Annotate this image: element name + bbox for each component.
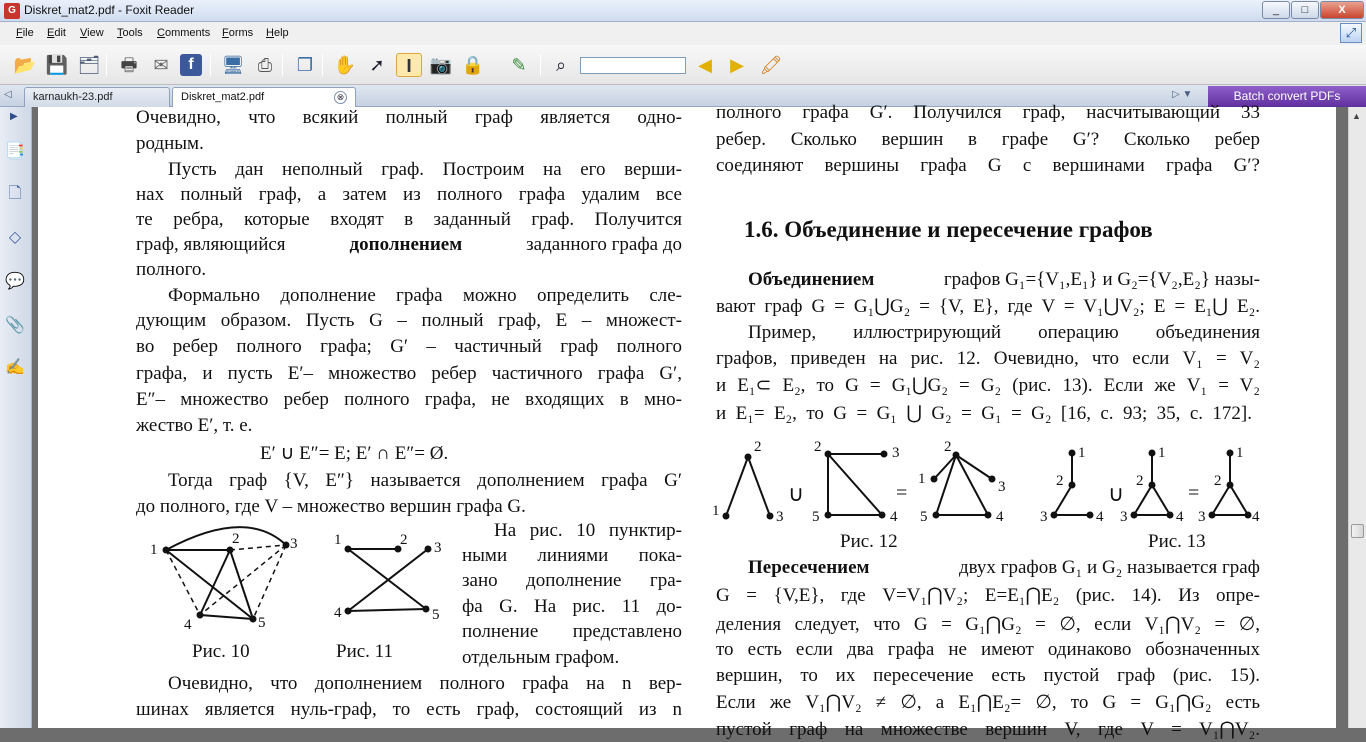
tab-scroll-left-icon[interactable]: ◁ bbox=[4, 89, 12, 100]
scroll-up-icon[interactable]: ▲ bbox=[1352, 111, 1361, 121]
svg-text:3: 3 bbox=[434, 540, 442, 556]
text-line: жество E′, т. е. bbox=[136, 415, 253, 436]
foxit-app-icon: G bbox=[4, 3, 20, 19]
svg-text:2: 2 bbox=[400, 532, 408, 548]
text-line: и E₁= E₂, то G = G₁ ⋃ G₂ = G₁ = G₂ [16, с. 93; 35, с. 172]. bbox=[716, 403, 1252, 424]
menu-forms[interactable]: Forms bbox=[222, 27, 254, 39]
copy-icon[interactable]: ❐ bbox=[296, 55, 314, 75]
text-line: отдельным графом. bbox=[462, 647, 620, 668]
text-line: Очевидно, что всякий полный граф является одно- bbox=[136, 107, 682, 128]
expand-icon[interactable]: ⤢ bbox=[1340, 23, 1362, 43]
text-line: то есть если два графа не имеют одинаково обозначенных bbox=[716, 639, 1260, 660]
save-icon[interactable]: 💾 bbox=[45, 55, 69, 75]
bold-term: Пересечением bbox=[748, 557, 870, 578]
highlight-icon[interactable]: 🖍 bbox=[759, 55, 783, 75]
navigation-panel bbox=[0, 107, 32, 728]
snapshot-icon[interactable]: 📷 bbox=[429, 55, 453, 75]
text-line: E″– множество ребер полного графа, не входящих в мно- bbox=[136, 389, 682, 410]
tab-scroll-right-icon[interactable]: ▷ ▼ bbox=[1172, 89, 1193, 100]
svg-text:3: 3 bbox=[776, 509, 784, 525]
sign-icon[interactable]: ✎ bbox=[511, 55, 527, 75]
text-line: шинах является нуль-граф, то есть граф, состоящий из n bbox=[136, 699, 682, 720]
bold-term: дополнением bbox=[349, 234, 463, 255]
svg-text:1: 1 bbox=[1236, 445, 1244, 461]
text-line: те ребра, которые входят в заданный граф. Получится bbox=[136, 209, 682, 230]
menu-view[interactable]: View bbox=[80, 27, 104, 39]
menu-edit[interactable]: Edit bbox=[47, 27, 66, 39]
title-bar bbox=[0, 0, 1366, 22]
svg-text:2: 2 bbox=[1056, 473, 1064, 489]
text-select-icon[interactable]: 𝐈 bbox=[396, 53, 422, 77]
open-icon[interactable]: 📂 bbox=[13, 55, 37, 75]
text-line: Пример, иллюстрирующий операцию объединения bbox=[748, 322, 1260, 343]
svg-text:=: = bbox=[1188, 482, 1200, 504]
svg-text:5: 5 bbox=[920, 509, 928, 525]
scan-icon[interactable]: ⎙ bbox=[257, 55, 273, 75]
svg-text:4: 4 bbox=[184, 617, 192, 633]
window-title: Diskret_mat2.pdf - Foxit Reader bbox=[24, 3, 195, 17]
email-icon[interactable]: ✉ bbox=[153, 55, 169, 75]
select-arrow-icon[interactable]: ➚ bbox=[369, 55, 385, 75]
svg-text:1: 1 bbox=[334, 532, 342, 548]
signatures-icon[interactable]: ✍ bbox=[5, 359, 25, 376]
svg-text:4: 4 bbox=[1176, 509, 1184, 525]
text-line: дующим образом. Пусть G – полный граф, E – множест- bbox=[136, 310, 682, 331]
scroll-thumb[interactable] bbox=[1351, 524, 1364, 538]
find-prev-icon[interactable]: ◀ bbox=[698, 55, 712, 75]
text-line: вершин, то их пересечение есть пустой граф (рис. 15). bbox=[716, 665, 1260, 686]
text-line: фа G. На рис. 11 до- bbox=[462, 596, 682, 617]
svg-text:∪: ∪ bbox=[788, 481, 805, 506]
svg-text:5: 5 bbox=[812, 509, 820, 525]
text-line: во ребер полного графа; G′ – частичный граф полного bbox=[136, 336, 682, 357]
text-line: деления следует, что G = G₁⋂G₂ = ∅, если V₁⋂V₂ = ∅, bbox=[716, 614, 1260, 635]
tab-karnaukh[interactable]: karnaukh-23.pdf bbox=[24, 87, 170, 107]
text-line: ребер. Сколько вершин в графе G′? Сколько ребер bbox=[716, 129, 1260, 150]
svg-text:2: 2 bbox=[232, 531, 240, 547]
menu-comments[interactable]: Comments bbox=[157, 27, 211, 39]
batch-convert-button[interactable]: Batch convert PDFs bbox=[1208, 86, 1366, 107]
save-all-icon[interactable]: 🗂 bbox=[77, 55, 101, 75]
svg-text:4: 4 bbox=[996, 509, 1004, 525]
screen-icon[interactable]: 🖥 bbox=[221, 55, 245, 75]
panel-expand-icon[interactable]: ▶ bbox=[10, 111, 18, 122]
text-line: вают граф G = G₁⋃G₂ = {V, E}, где V = V₁⋃V₂; E = E₁⋃ E₂. bbox=[716, 296, 1260, 317]
svg-text:2: 2 bbox=[814, 439, 822, 455]
tab-label: Diskret_mat2.pdf bbox=[181, 91, 265, 103]
svg-text:1: 1 bbox=[150, 542, 158, 558]
text-line: На рис. 10 пунктир- bbox=[494, 520, 682, 541]
svg-text:3: 3 bbox=[1120, 509, 1128, 525]
text-line: полнение представлено bbox=[462, 621, 682, 642]
find-binoculars-icon[interactable]: ⌕ bbox=[555, 55, 567, 75]
facebook-icon[interactable]: f bbox=[180, 54, 202, 76]
text-line: Пересечением двух графов G₁ и G₂ называется граф bbox=[748, 557, 1260, 578]
print-icon[interactable]: 🖶 bbox=[120, 55, 138, 75]
minimize-button[interactable]: _ bbox=[1262, 1, 1290, 19]
svg-text:4: 4 bbox=[334, 605, 342, 621]
text-line: до полного, где V – множество вершин графа G. bbox=[136, 496, 526, 517]
menu-tools[interactable]: Tools bbox=[117, 27, 143, 39]
text-line: пустой граф на множестве вершин V, где V = V₁⋂V₂. bbox=[716, 719, 1260, 740]
bold-term: Объединением bbox=[748, 269, 875, 290]
text-line: Объединением графов G₁={V₁,E₁} и G₂={V₂,E₂} назы- bbox=[748, 269, 1260, 290]
text-line: родным. bbox=[136, 133, 204, 154]
text-line: граф, являющийся дополнением заданного графа до bbox=[136, 234, 682, 255]
figure-10-caption: Рис. 10 bbox=[192, 641, 250, 662]
svg-text:=: = bbox=[896, 482, 908, 504]
text-line: Формально дополнение графа можно определить сле- bbox=[168, 285, 682, 306]
svg-text:5: 5 bbox=[258, 615, 266, 631]
svg-text:3: 3 bbox=[290, 536, 298, 552]
text-line: соединяют вершины графа G с вершинами графа G′? bbox=[716, 155, 1260, 176]
text-line: G = {V,E}, где V=V₁⋂V₂; E=E₁⋂E₂ (рис. 14). Из опре- bbox=[716, 585, 1260, 606]
layers-icon[interactable]: ◇ bbox=[8, 229, 22, 246]
tab-diskret[interactable] bbox=[172, 87, 356, 107]
text-line: Тогда граф {V, E″} называется дополнением графа G′ bbox=[168, 470, 682, 491]
figure-13 bbox=[1034, 439, 1262, 529]
vertical-scrollbar[interactable] bbox=[1348, 107, 1366, 728]
document-page bbox=[38, 102, 1336, 740]
figure-10 bbox=[146, 517, 306, 633]
find-next-icon[interactable]: ▶ bbox=[730, 55, 744, 75]
text-line: графов, приведен на рис. 12. Очевидно, что если V₁ = V₂ bbox=[716, 348, 1260, 369]
menu-file[interactable]: File bbox=[16, 27, 34, 39]
svg-text:3: 3 bbox=[998, 479, 1006, 495]
text-line: полного графа G′. Получился граф, насчитывающий 33 bbox=[716, 102, 1260, 123]
svg-text:2: 2 bbox=[1214, 473, 1222, 489]
bookmarks-icon[interactable]: 📑 bbox=[5, 143, 25, 160]
comments-icon[interactable]: 💬 bbox=[5, 273, 25, 290]
svg-text:4: 4 bbox=[1096, 509, 1104, 525]
svg-text:3: 3 bbox=[892, 445, 900, 461]
figure-11-caption: Рис. 11 bbox=[336, 641, 393, 662]
text-line: полного. bbox=[136, 259, 207, 280]
text-line: ными линиями пока- bbox=[462, 545, 682, 566]
hand-tool-icon[interactable]: ✋ bbox=[333, 55, 357, 75]
svg-text:4: 4 bbox=[1252, 509, 1260, 525]
text-line: Если же V₁⋂V₂ ≠ ∅, а E₁⋂E₂= ∅, то G = G₁⋂G₂ есть bbox=[716, 692, 1260, 713]
svg-text:1: 1 bbox=[1078, 445, 1086, 461]
rms-lock-icon[interactable]: 🔒 bbox=[461, 55, 485, 75]
maximize-button[interactable]: □ bbox=[1291, 1, 1319, 19]
section-heading: 1.6. Объединение и пересечение графов bbox=[744, 217, 1153, 242]
svg-text:1: 1 bbox=[1158, 445, 1166, 461]
svg-text:3: 3 bbox=[1198, 509, 1206, 525]
svg-text:4: 4 bbox=[890, 509, 898, 525]
svg-text:5: 5 bbox=[432, 607, 440, 623]
svg-text:3: 3 bbox=[1040, 509, 1048, 525]
text-line: и E₁⊂ E₂, то G = G₁⋃G₂ = G₂ (рис. 13). Если же V₁ = V₂ bbox=[716, 375, 1260, 396]
figure-13-caption: Рис. 13 bbox=[1148, 531, 1206, 552]
svg-text:2: 2 bbox=[754, 439, 762, 455]
figure-12 bbox=[706, 435, 1016, 527]
svg-text:1: 1 bbox=[918, 471, 926, 487]
svg-text:∪: ∪ bbox=[1108, 481, 1125, 506]
text-line: нах полный граф, а затем из полного графа удалим все bbox=[136, 184, 682, 205]
attachments-icon[interactable]: 📎 bbox=[5, 317, 25, 334]
close-button[interactable]: X bbox=[1320, 1, 1364, 19]
find-input[interactable] bbox=[580, 57, 686, 74]
svg-text:2: 2 bbox=[944, 439, 952, 455]
formula: E′ ∪ E″= E; E′ ∩ E″= Ø. bbox=[260, 443, 449, 464]
svg-text:1: 1 bbox=[712, 503, 720, 519]
svg-text:2: 2 bbox=[1136, 473, 1144, 489]
tab-close-icon[interactable]: ⊗ bbox=[334, 91, 347, 104]
figure-12-caption: Рис. 12 bbox=[840, 531, 898, 552]
menu-bar bbox=[0, 22, 1366, 45]
menu-help[interactable]: Help bbox=[266, 27, 289, 39]
text-line: зано дополнение гра- bbox=[462, 570, 682, 591]
text-line: Очевидно, что дополнением полного графа на n вер- bbox=[168, 673, 682, 694]
text-line: графа, и пусть E′– множество ребер частичного графа G′, bbox=[136, 363, 682, 384]
figure-11 bbox=[332, 527, 452, 627]
text-line: Пусть дан неполный граф. Построим на его верши- bbox=[168, 159, 682, 180]
pages-icon[interactable]: 🗋 bbox=[8, 185, 22, 202]
